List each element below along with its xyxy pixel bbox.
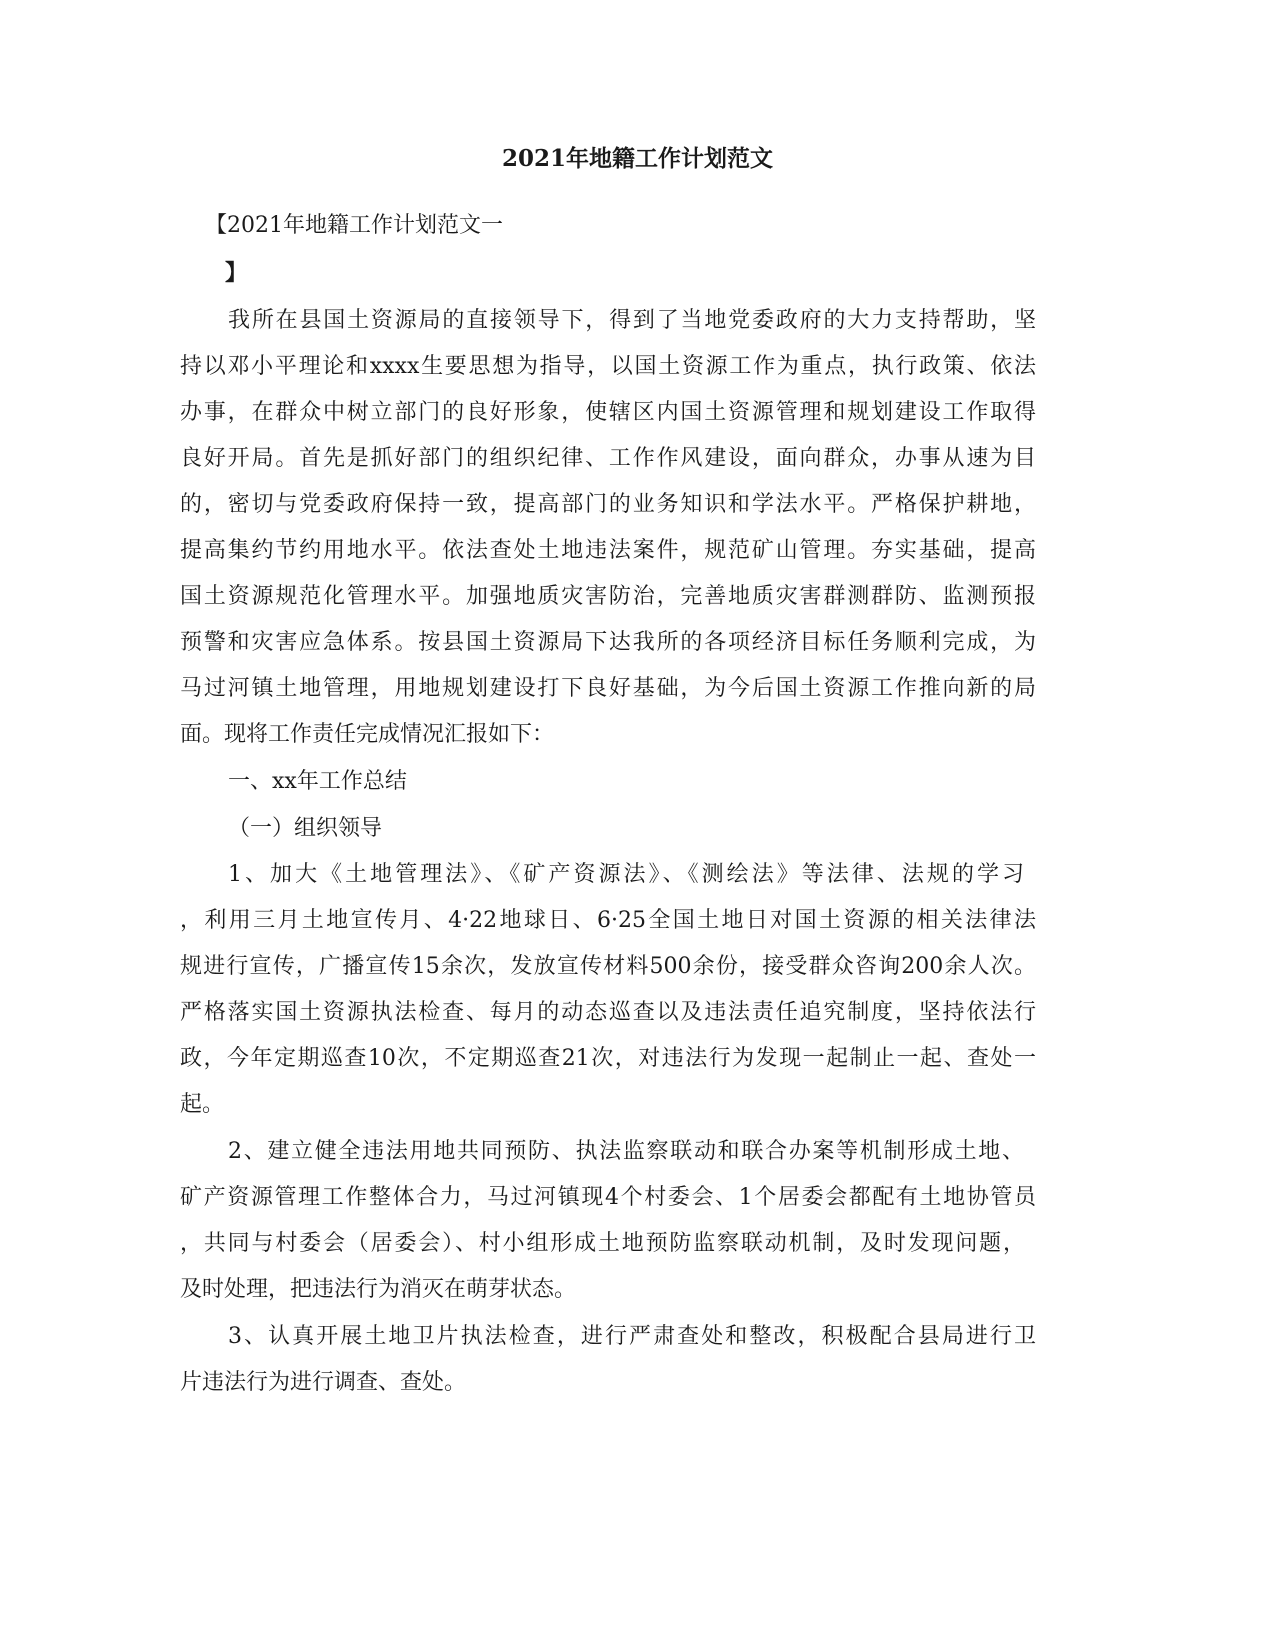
text-line: 片违法行为进行调查、查处。: [180, 1370, 467, 1395]
text-line: 办事，在群众中树立部门的良好形象，使辖区内国土资源管理和规划建设工作取得: [180, 400, 1036, 425]
text-line: 及时处理，把违法行为消灭在萌芽状态。: [180, 1277, 577, 1302]
text-line: 政，今年定期巡查10次，不定期巡查21次，对违法行为发现一起制止一起、查处一: [180, 1046, 1036, 1071]
text-line: 起。: [180, 1092, 225, 1117]
text-line: 规进行宣传，广播宣传15余次，发放宣传材料500余份，接受群众咨询200余人次。: [180, 954, 1036, 979]
text-line: ，利用三月土地宣传月、4·22地球日、6·25全国土地日对国土资源的相关法律法: [180, 908, 1036, 933]
heading-organization: （一）组织领导: [228, 816, 383, 841]
text-line: 矿产资源管理工作整体合力，马过河镇现4个村委会、1个居委会都配有土地协管员: [180, 1185, 1036, 1210]
text-line: 预警和灾害应急体系。按县国土资源局下达我所的各项经济目标任务顺利完成，为: [180, 630, 1036, 655]
text-line: 的，密切与党委政府保持一致，提高部门的业务知识和学法水平。严格保护耕地，: [180, 492, 1036, 517]
text-line: 持以邓小平理论和xxxx生要思想为指导，以国土资源工作为重点，执行政策、依法: [180, 354, 1036, 379]
text-line: 国土资源规范化管理水平。加强地质灾害防治，完善地质灾害群测群防、监测预报: [180, 584, 1036, 609]
section-heading: 【2021年地籍工作计划范文一: [205, 213, 503, 238]
text-line: 马过河镇土地管理，用地规划建设打下良好基础，为今后国土资源工作推向新的局: [180, 676, 1036, 701]
section-heading-closing-bracket: 】: [225, 260, 248, 286]
text-line: 2、建立健全违法用地共同预防、执法监察联动和联合办案等机制形成土地、: [228, 1139, 1024, 1164]
text-line: 我所在县国土资源局的直接领导下，得到了当地党委政府的大力支持帮助，坚: [228, 308, 1036, 333]
text-line: 1、加大《土地管理法》、《矿产资源法》、《测绘法》等法律、法规的学习: [228, 862, 1024, 887]
heading-work-summary: 一、xx年工作总结: [228, 769, 407, 794]
text-line: 良好开局。首先是抓好部门的组织纪律、工作作风建设，面向群众，办事从速为目: [180, 446, 1036, 471]
text-line: 面。现将工作责任完成情况汇报如下：: [180, 722, 555, 747]
text-line: 严格落实国土资源执法检查、每月的动态巡查以及违法责任追究制度，坚持依法行: [180, 1000, 1036, 1025]
document-title: 2021年地籍工作计划范文: [501, 145, 773, 172]
text-line: 提高集约节约用地水平。依法查处土地违法案件，规范矿山管理。夯实基础，提高: [180, 538, 1036, 563]
text-line: ，共同与村委会（居委会）、村小组形成土地预防监察联动机制，及时发现问题，: [180, 1231, 1025, 1256]
text-line: 3、认真开展土地卫片执法检查，进行严肃查处和整改，积极配合县局进行卫: [228, 1324, 1036, 1349]
